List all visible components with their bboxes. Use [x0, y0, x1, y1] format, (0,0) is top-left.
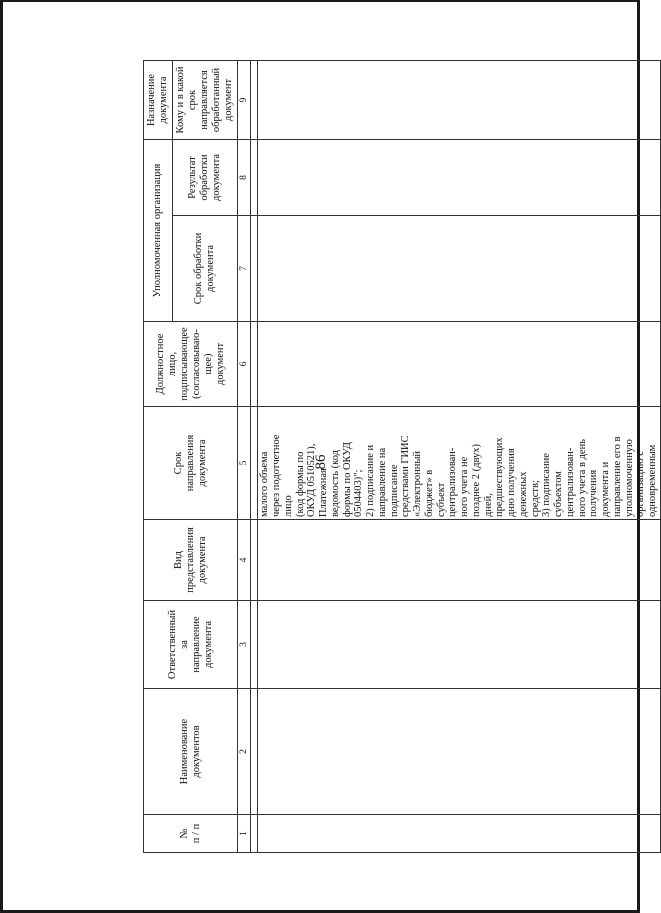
column-number: 4: [238, 520, 251, 601]
header-col-form: Вид представления документа: [144, 520, 238, 601]
cell-number: [258, 815, 661, 853]
page-number: 86: [313, 454, 329, 470]
column-number: 3: [238, 601, 251, 689]
column-number: 7: [238, 216, 251, 322]
header-col-term: Срок направления документа: [144, 407, 238, 520]
column-number: 8: [238, 140, 251, 216]
cell-term: малого объема через подотчетное лицо (код формы по ОКУД 0510521), Платежная ведомость (код формы по ОКУД 0504403)"; 2) подписание и направление на подписание средствами ГИИС «Электронный бюджет» в субъект централизован- ного учета не позднее 2 (двух) дней, предшествующих дню получения денежных средств; 3) подписание субъектом централизован- ного учета в день получения документа и направление его в уполномоченную организацию с одновременным: [258, 407, 661, 520]
column-number: 1: [238, 815, 251, 853]
spacer-cell: [251, 322, 258, 407]
spacer-cell: [251, 61, 258, 140]
cell-form: [258, 520, 661, 601]
column-number: 5: [238, 407, 251, 520]
header-col-processing-result: Результат обработки документа: [173, 140, 238, 216]
cell-processing-term: [258, 216, 661, 322]
header-col-recipient: Кому и в какой срок направляется обработанный документ: [173, 61, 238, 140]
column-number: 6: [238, 322, 251, 407]
header-group-authorized-org: Уполномоченная организация: [144, 140, 173, 322]
cell-responsible: [258, 601, 661, 689]
cell-processing-result: [258, 140, 661, 216]
cell-official: [258, 322, 661, 407]
documents-table: [143, 60, 661, 853]
cell-recipient: [258, 61, 661, 140]
spacer-cell: [251, 815, 258, 853]
spacer-cell: [251, 520, 258, 601]
header-col-name: Наименование документов: [144, 689, 238, 815]
cell-name: [258, 689, 661, 815]
spacer-cell: [251, 216, 258, 322]
spacer-cell: [251, 140, 258, 216]
column-number: 9: [238, 61, 251, 140]
header-col-number: № п / п: [144, 815, 238, 853]
table-row: [258, 61, 661, 853]
header-col-processing-term: Срок обработки документа: [173, 216, 238, 322]
header-group-purpose: Назначение документа: [144, 61, 173, 140]
rotated-table-block: [143, 61, 659, 853]
spacer-cell: [251, 601, 258, 689]
column-number: 2: [238, 689, 251, 815]
column-numbers-row: [238, 61, 251, 853]
spacer-cell: [251, 689, 258, 815]
header-row-top: [144, 61, 173, 853]
spacer-row: [251, 61, 258, 853]
spacer-cell: [251, 407, 258, 520]
header-col-official: Должностное лицо, подписывающее (согласовываю- щее) документ: [144, 322, 238, 407]
header-col-responsible: Ответственный за направление документа: [144, 601, 238, 689]
